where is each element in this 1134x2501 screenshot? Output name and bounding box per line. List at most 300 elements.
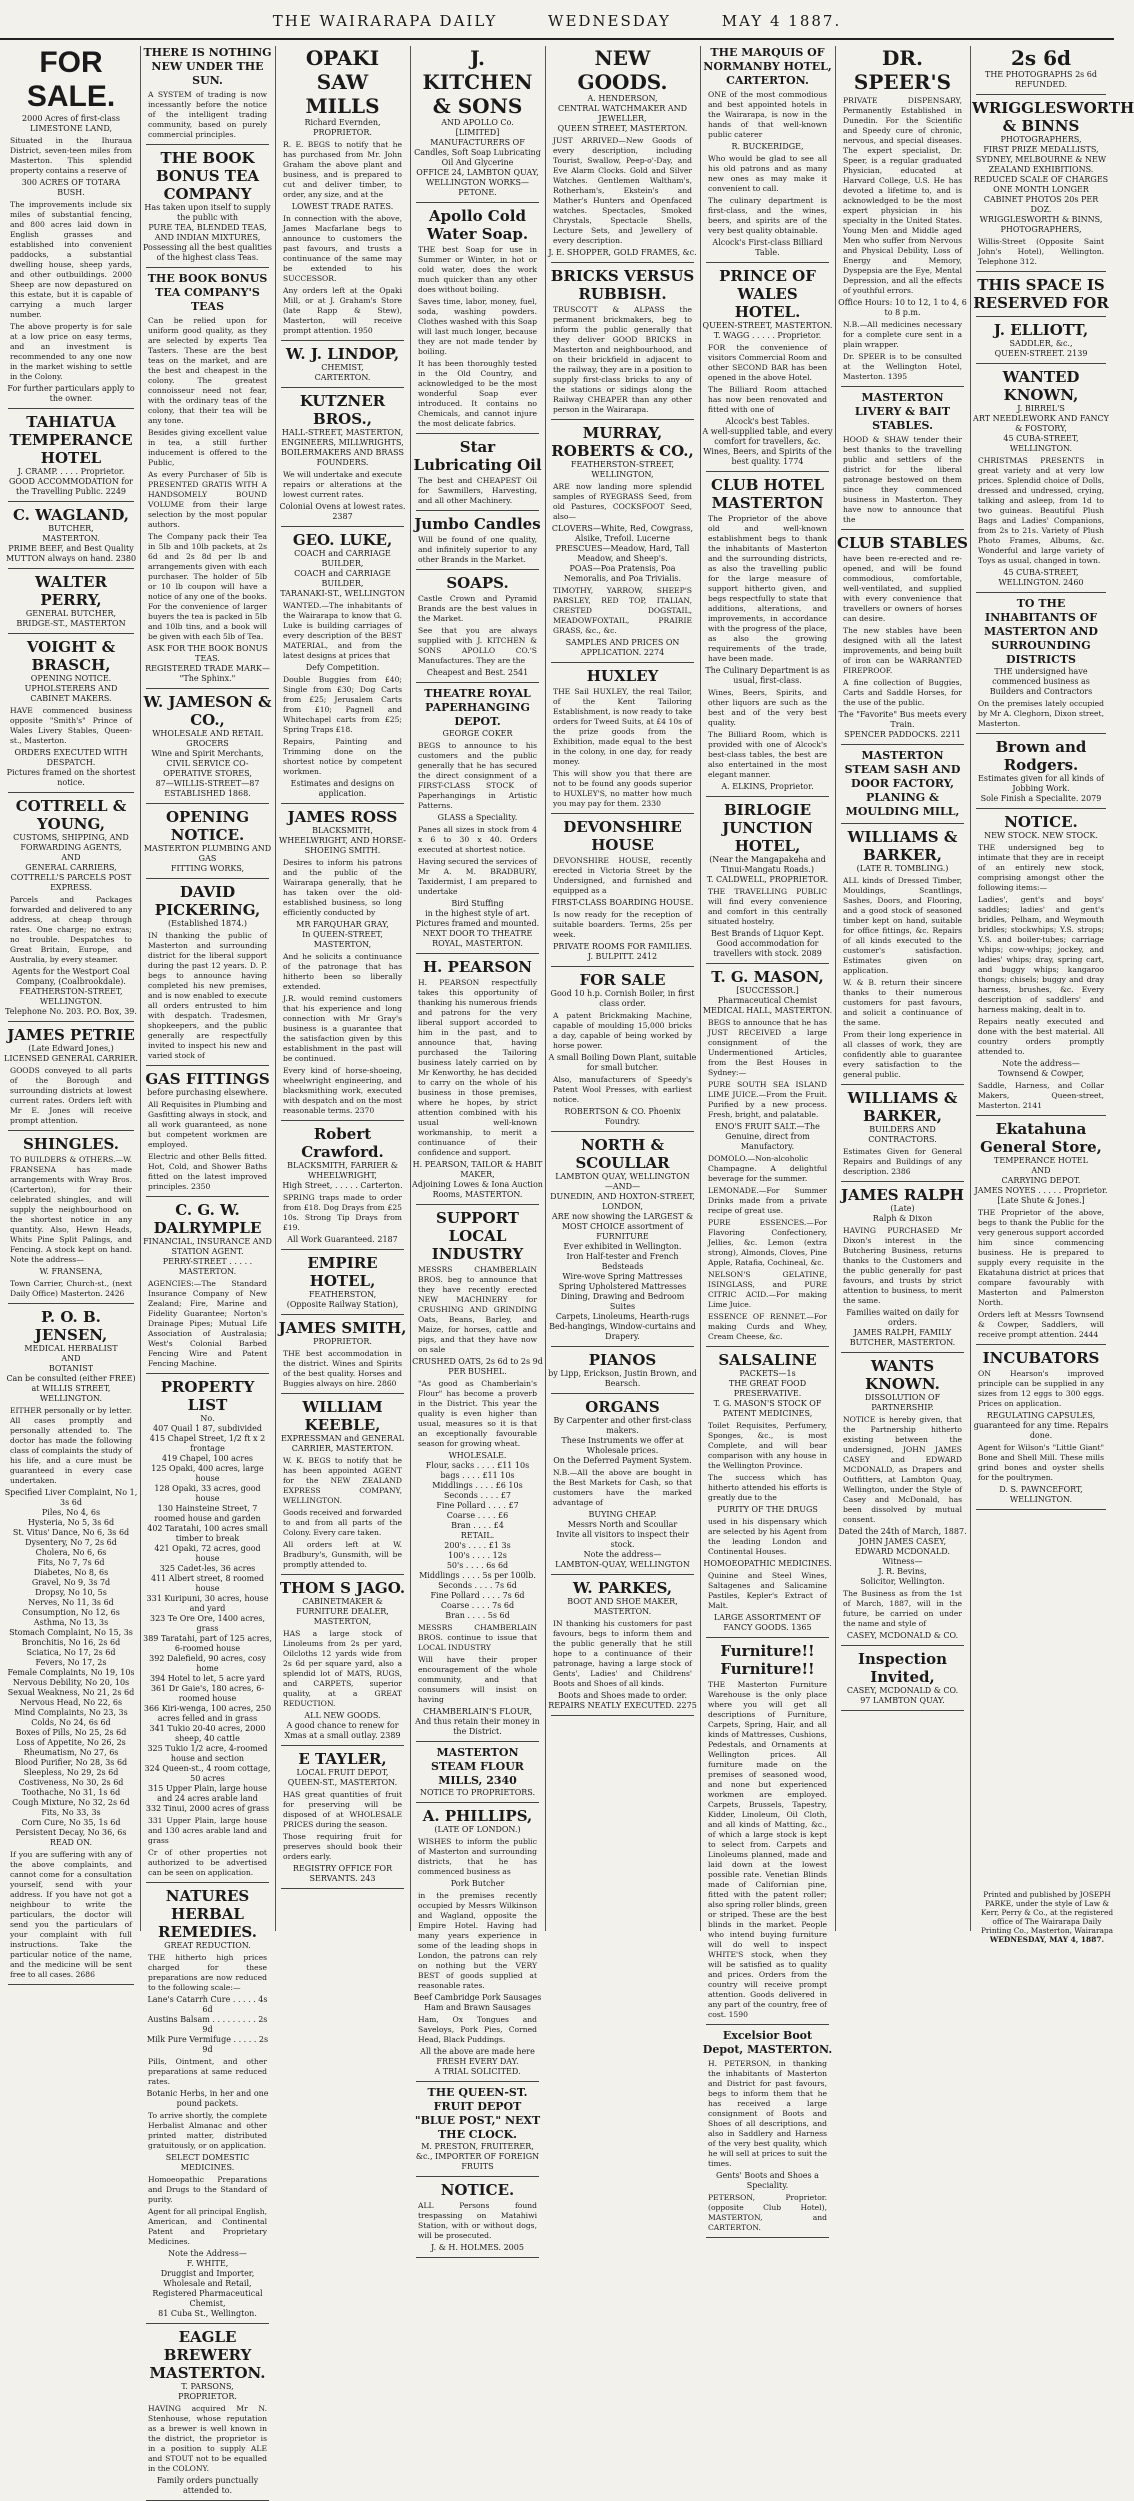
ad-text: DISSOLUTION OF PARTNERSHIP. xyxy=(864,1393,941,1412)
ad-text: BUTCHER, xyxy=(48,524,94,533)
column-4 xyxy=(412,46,543,2252)
ad-text: PURE ESSENCES.—For Flavoring Confectionery, Jellies, &c. Lemon (extra strong), Almonds, Cloves, Pine Apple, Ratafia, Cochineal, &c. xyxy=(708,1218,827,1267)
advertisement xyxy=(142,1201,273,1369)
ad-text: 45 CUBA-STREET, WELLINGTON. 2460 xyxy=(998,568,1084,587)
ad-text: Every kind of horse-shoeing, wheelwright engineering, and blacksmithing work, executed with despatch and on the most reasonable terms. 2370 xyxy=(283,1066,402,1115)
ad-text: Saddle, Harness, and Collar Makers, Queen-street, Masterton. 2141 xyxy=(978,1081,1104,1110)
ad-text: 125 Opaki, 400 acres, large house xyxy=(151,1464,264,1483)
ad-text: JOHN JAMES CASEY, xyxy=(858,1537,947,1546)
ad-text: Beef Cambridge Pork Sausages xyxy=(413,1993,542,2002)
ad-heading: W. PARKES, xyxy=(572,1579,673,1597)
ad-divider xyxy=(416,682,539,683)
ad-text: Coarse . . . . £6 xyxy=(446,1511,509,1520)
ad-text: Bed-hangings, Window-curtains and Drapery. xyxy=(549,1322,696,1341)
ad-text: HOOD & SHAW tender their best thanks to the travelling public and settlers of the district for the liberal patronage bestowed on them since they commenced business in Masterton. They have now to announce that the xyxy=(843,435,962,524)
ad-text: ESTABLISHED 1868. xyxy=(164,789,251,798)
advertisement xyxy=(702,46,833,258)
ad-text: HALL-STREET, MASTERTON, xyxy=(281,428,404,437)
ad-text: Austins Balsam . . . . . . . . . 2s 9d xyxy=(147,2015,268,2034)
ad-text: Orders left at Messrs Townsend & Cowper, Saddlers, will receive prompt attention. 2444 xyxy=(978,1310,1104,1339)
ad-text: By Carpenter and other first-class makers. xyxy=(553,1416,692,1435)
ad-text: From their long experience in all classes of work, they are confidently able to guarantee every satisfaction to the general public. xyxy=(843,1030,962,1079)
ad-divider xyxy=(416,2257,539,2258)
advertisement xyxy=(412,2181,543,2253)
ad-text: Candles, Soft Soap Lubricating Oil And Glycerine xyxy=(414,148,541,167)
ad-text: Colds, No 24, 6s 6d xyxy=(31,1718,111,1727)
ad-text: HAVING PURCHASED Mr Dixon's interest in the Butchering Business, returns thanks to the Customers and the public generally for past favours, and trusts by strict attention to business, to merit the same. xyxy=(843,1226,962,1305)
ad-heading: EAGLE BREWERY MASTERTON. xyxy=(149,2328,266,2382)
advertisement xyxy=(4,797,138,1017)
ad-text: N.B.—All the above are bought in the Best Markets for Cash, so that customers have the marked advantage of xyxy=(553,1468,692,1507)
ad-text: Gents' Boots and Shoes a Speciality. xyxy=(716,2171,819,2190)
ad-text: Seconds . . . . £7 xyxy=(444,1491,511,1500)
ad-text: THE best accommodation in the district. Wines and Spirits of the best quality. Horses and Buggies always on hire. 2860 xyxy=(283,1349,402,1388)
ad-divider xyxy=(281,1393,404,1394)
ad-text: The new stables have been designed with all the latest improvements, and being built of iron can be WARRANTED FIREPROOF. xyxy=(843,626,962,675)
ad-text: CRUSHED OATS, 2s 6d to 2s 9d PER BUSHEL. xyxy=(412,1357,543,1376)
ad-heading: JAMES SMITH, xyxy=(278,1319,407,1337)
ad-text: EDWARD MCDONALD. xyxy=(855,1547,950,1556)
ad-divider xyxy=(976,592,1106,593)
ad-text: 130 Hainsteine Street, 7 roomed house and garden xyxy=(154,1504,261,1523)
ad-heading: Brown and Rodgers. xyxy=(995,738,1087,774)
ad-text: TEMPERANCE HOTEL xyxy=(994,1156,1088,1165)
ad-text: EXPRESSMAN and GENERAL CARRIER, MASTERTON. xyxy=(281,1434,404,1453)
ad-text: THE Sail HUXLEY, the real Tailor, of the Kent Tailoring Establishment, is now ready to take orders for Tweed Suits, at £4 10s of the prize goods from the Exhibition, made equal to the best in the colony, in one day, for ready money. xyxy=(553,687,692,766)
ad-text: 315 Upper Plain, large house and 24 acres arable land xyxy=(148,1784,267,1803)
ad-text: Ham, Ox Tongues and Saveloys, Pork Pies, Corned Head, Black Puddings. xyxy=(418,2015,537,2044)
ad-text: 325 Cadet-les, 36 acres xyxy=(159,1564,256,1573)
ad-text: LAMBTON-QUAY, WELLINGTON xyxy=(555,1560,690,1569)
ad-heading: FOR SALE xyxy=(579,971,666,989)
ad-divider xyxy=(416,510,539,511)
ad-divider xyxy=(706,2237,829,2238)
ad-divider xyxy=(551,1393,694,1394)
ad-text: IN thanking his customers for past favours, begs to inform them and the public generally that he still hope to a continuance of their patronage, having a large stock of Gents', Ladies' and Childrens' Boots and Shoes of all kinds. xyxy=(553,1619,692,1688)
advertisement xyxy=(142,883,273,1061)
ad-text: Flour, sacks . . . . £11 10s xyxy=(425,1461,530,1470)
ad-text: GEORGE COKER xyxy=(442,729,513,738)
ad-divider xyxy=(416,2176,539,2177)
ad-divider xyxy=(146,1882,269,1883)
ad-text: THE best Soap for use in Summer or Winter, in hot or cold water, does the work much quicker than any other does without boiling. xyxy=(418,245,537,294)
ad-heading: COTTRELL & YOUNG, xyxy=(15,797,127,833)
ad-text: 361 Dr Gaie's, 180 acres, 6-roomed house xyxy=(150,1684,265,1703)
ad-text: Sleepless, No 29, 2s 6d xyxy=(23,1768,119,1777)
ad-text: [SUCCESSOR.] xyxy=(736,986,799,995)
advertisement xyxy=(412,574,543,678)
advertisement xyxy=(972,368,1110,588)
ad-heading: HUXLEY xyxy=(586,667,659,685)
ad-text: The best and CHEAPEST Oil for Sawmillers, Harvesting, and all other Machinery. xyxy=(418,476,537,505)
ad-text: BEGS to announce to his customers and the public generally that he has secured the direct consignment of a FIRST-CLASS STOCK of Paperhangings in Artistic Patterns. xyxy=(418,741,537,810)
ad-text: Those requiring fruit for preserves should book their orders early. xyxy=(283,1832,402,1861)
ad-text: Rheumatism, No 27, 6s xyxy=(23,1748,119,1757)
ad-text: Nervous Debility, No 20, 10s xyxy=(12,1678,130,1687)
ad-text: BEGS to announce that he has JUST RECEIVED a large consignment of the Undermentioned Articles, from the Best Houses in Sydney:— xyxy=(708,1018,827,1077)
ad-divider xyxy=(841,1084,964,1085)
ad-text: Ralph & Dixon xyxy=(872,1214,933,1223)
ad-text: Repairs, Painting and Trimming done on the shortest notice by competent workmen. xyxy=(283,737,402,776)
ad-text: (Late) xyxy=(890,1204,915,1213)
column-rule xyxy=(410,46,411,1931)
ad-text: (LATE R. TOMBLING.) xyxy=(856,864,949,873)
ad-heading: KUTZNER BROS., xyxy=(299,392,386,428)
ad-text: PERRY-STREET . . . . . MASTERTON. xyxy=(162,1257,253,1276)
ad-text: Dropsy, No 10, 5s xyxy=(35,1588,107,1597)
advertisement xyxy=(837,1186,968,1348)
ad-text: A patent Brickmaking Machine, capable of moulding 15,000 bricks a day, capable of being worked by horse power. xyxy=(553,1011,692,1050)
ad-text: Lane's Catarrh Cure . . . . . 4s 6d xyxy=(147,1995,268,2014)
ad-text: Botanic Herbs, in her and one pound packets. xyxy=(146,2089,269,2108)
ad-text: H. PEARSON respectfully takes this opportunity of thanking his numerous friends and patrons for the very liberal support accorded to him in the past, and to announce that, having purchased the Tailoring business lately carried on by Mr Kenworthy, he has decided to carry on the whole of his business in those premises, where he hopes, by strict attention combined with his usual well-known workmanship, to merit a continuance of their confidence and support. xyxy=(418,978,537,1157)
advertisement xyxy=(547,1351,698,1389)
ad-text: QUEEN STREET, MASTERTON. xyxy=(557,124,688,133)
ad-divider xyxy=(841,1352,964,1353)
ad-text: THE Masterton Furniture Warehouse is the only place where you will get all descriptions of Furniture, Carpets, Spring, Hair, and all kinds of Mattresses, Cushions, Pedestals, and Ornaments at Wellington prices. All furniture made on the premises of seasoned wood, and none but experienced workmen are employed. Carpets, Brussels, Tapestry, Kidder, Linoleum, Oil Cloth, and all kinds of Matting, &c., of which a large stock is kept to select from. Carpets and Linoleums planned, made and laid down at the lowest possible rate. Venetian Blinds made of Californian pine, fitted with the patent roller; also spring roller blinds, green or striped. These are the best blinds in the market. People who intend buying furniture will do well to inspect WHITE'S stock, when they will be satisfied as to quality and prices. Orders from the country will receive prompt attention. Goods delivered in any part of the country, free of cost. 1590 xyxy=(708,1680,827,2019)
ad-text: Situated in the Ihuraua District, seven-teen miles from Masterton. This splendid property contains a reserve of xyxy=(10,136,132,175)
ad-text: To arrive shortly, the complete Herbalist Almanac and other printed matter, distributed gratuitously, or on application. xyxy=(148,2111,267,2150)
ad-text: Messrs North and Scoullar xyxy=(567,1520,678,1529)
ad-text: QUEEN-STREET. 2139 xyxy=(994,349,1088,358)
ad-text: GOOD ACCOMMODATION for the Travelling Public. 2249 xyxy=(9,477,133,496)
ad-text: COACH and CARRIAGE BUILDER, xyxy=(294,549,391,568)
ad-divider xyxy=(146,878,269,879)
advertisement xyxy=(4,1308,138,1980)
ad-text: Specified Liver Complaint, No 1, 3s 6d xyxy=(4,1488,138,1507)
ad-text: MASTERTON, xyxy=(313,1617,372,1626)
ad-text: 100's . . . . 12s xyxy=(448,1551,507,1560)
ad-text: REPAIRS NEATLY EXECUTED. 2275 xyxy=(548,1701,697,1710)
ad-text: Pharmaceutical Chemist xyxy=(717,996,818,1005)
ad-text: These Instruments we offer at Wholesale prices. xyxy=(561,1436,684,1455)
ad-text: Pictures framed on the shortest notice. xyxy=(6,768,136,787)
advertisement xyxy=(277,1750,408,1884)
ad-text: We will undertake and execute repairs or alterations at the lowest current rates. xyxy=(283,470,402,499)
advertisement xyxy=(412,1746,543,1798)
advertisement xyxy=(547,46,698,258)
ad-heading: NOTICE. xyxy=(1004,813,1078,831)
ad-text: PRIME BEEF, and Best Quality MUTTON always on hand. 2380 xyxy=(5,544,137,563)
advertisement xyxy=(702,267,833,467)
advertisement xyxy=(277,1254,408,1310)
ad-text: Carpets, Linoleums, Hearth-rugs xyxy=(555,1312,690,1321)
ad-text: H. PETERSON, in thanking the inhabitants of Masterton and District for past favours, begs to inform them that he has received a large consignment of Boots and Shoes of all descriptions, and also in Saddlery and Harness of the very best quality, which he will sell at prices to suit the times. xyxy=(708,2059,827,2168)
ad-heading: 2s 6d xyxy=(1010,46,1072,70)
column-rule xyxy=(275,46,276,1931)
ad-text: Having secured the services of Mr A. M. BRADBURY, Taxidermist, I am prepared to undertake xyxy=(418,857,537,896)
ad-text: TO BUILDERS & OTHERS.—W. FRANSENA has made arrangements with Wray Bros. (Carterton), for their celebrated shingles, and will supply the neighbourhood on the shortest notice in any quantity. Also, Hewn Heads, Whits Pine Split Palings, and Fencing. A stock kept on hand. Note the address— xyxy=(10,1155,132,1264)
advertisement xyxy=(4,506,138,564)
ad-heading: ORGANS xyxy=(585,1398,660,1416)
ad-text: Builders and Contractors xyxy=(989,687,1093,696)
ad-text: MESSRS CHAMBERLAIN BROS. beg to announce that they have recently erected NEW MACHINERY for CRUSHING AND GRINDING Oats, Beans, Barley, and Maize, for horses, cattle and pigs, and that they have now on sale xyxy=(418,1265,537,1354)
ad-text: 2000 Acres of first-class xyxy=(22,114,120,123)
ad-text: H. PEARSON, TAILOR & HABIT MAKER, xyxy=(412,1160,543,1179)
ad-text: Female Complaints, No 19, 10s xyxy=(7,1668,135,1677)
ad-heading: Inspection Invited, xyxy=(857,1650,948,1686)
ad-divider xyxy=(8,1130,134,1131)
ad-text: REGISTERED TRADE MARK— xyxy=(145,664,270,673)
ad-heading: THE QUEEN-ST. FRUIT DEPOT "BLUE POST," NEXT THE CLOCK. xyxy=(414,2086,541,2141)
ad-divider xyxy=(551,1346,694,1347)
ad-divider xyxy=(551,813,694,814)
ad-text: 200's . . . . £1 3s xyxy=(444,1541,511,1550)
ad-text: Dr. SPEER is to be consulted at the Wellington Hotel, Masterton. 1395 xyxy=(843,352,962,381)
column-rule xyxy=(545,46,546,1931)
ad-heading: MASTERTON STEAM FLOUR MILLS, 2340 xyxy=(431,1746,524,1787)
ad-text: Townsend & Cowper, xyxy=(998,1069,1084,1078)
ad-text: ONE of the most commodious and best appointed hotels in the Wairarapa, is now in the hands of that well-known public caterer xyxy=(708,90,827,139)
ad-divider xyxy=(706,2024,829,2025)
ad-text: Also, manufacturers of Speedy's Patent Wool Presses, with earliest notice. xyxy=(553,1075,692,1104)
ad-text: ENO'S FRUIT SALT.—The Genuine, direct from Manufactory. xyxy=(715,1122,820,1151)
ad-text: Good 10 h.p. Cornish Boiler, in first class order. xyxy=(550,989,695,1008)
ad-divider xyxy=(8,1303,134,1304)
ad-text: Bran . . . . £4 xyxy=(451,1521,504,1530)
ad-text: Agents for the Westport Coal Company, (Coalbrookdale). xyxy=(12,967,130,986)
ad-text: ALL Persons found trespassing on Matahiwi Station, with or without dogs, will be prosecuted. xyxy=(418,2201,537,2240)
ad-text: PRIVATE ROOMS FOR FAMILIES. xyxy=(553,942,692,951)
ad-heading: Furniture!! Furniture!! xyxy=(720,1642,815,1678)
ad-text: Mind Complaints, No 23, 3s xyxy=(14,1708,128,1717)
ad-text: The success which has hitherto attended his efforts is greatly due to the xyxy=(708,1473,827,1502)
ad-text: QUEEN-STREET, MASTERTON. xyxy=(702,321,833,330)
ad-text: THE hitherto high prices charged for these preparations are now reduced to the following scale:— xyxy=(148,1953,267,1992)
ad-text: BUSH. xyxy=(57,188,85,197)
ad-text: D. S. PAWNCEFORT, WELLINGTON. xyxy=(999,1485,1083,1504)
ad-divider xyxy=(416,1802,539,1803)
ad-text: Boots and Shoes made to order. xyxy=(557,1691,688,1700)
ad-text: J.R. would remind customers that his experience and long connection with Mr Gray's business is a guarantee that the satisfaction given by this establishment in the past will be continued. xyxy=(283,994,402,1063)
ad-text: Will be found of one quality, and infinitely superior to any other Brands in the Market. xyxy=(418,535,537,564)
ad-text: AND xyxy=(61,853,81,862)
advertisement xyxy=(702,476,833,792)
ad-text: W. & B. return their sincere thanks to their numerous customers for past favours, and solicit a continuance of the same. xyxy=(843,978,962,1027)
ad-text: 411 Albert street, 8 roomed house xyxy=(150,1574,265,1593)
ad-text: CHEMIST, xyxy=(321,363,364,372)
ad-heading: Robert Crawford. xyxy=(301,1125,384,1161)
ad-text: A. ELKINS, Proprietor. xyxy=(721,782,814,791)
ad-text: DEVONSHIRE HOUSE, recently erected in Victoria Street by the Undersigned, and furnished and equipped as a xyxy=(553,856,692,895)
ad-divider xyxy=(281,803,404,804)
ad-divider xyxy=(416,1741,539,1742)
advertisement xyxy=(412,1209,543,1737)
ad-text: 341 Tukio 20-40 acres, 2000 sheep, 40 cattle xyxy=(149,1724,266,1743)
ad-divider xyxy=(976,94,1106,95)
ad-text: Families waited on daily for orders. xyxy=(846,1308,959,1327)
ad-text: Parcels and Packages forwarded and delivered to any address, at cheap through rates. One charge; no extras; no trouble. Despatches to Great Britain, Europe, and Australia, by every steamer. xyxy=(10,895,132,964)
issue-day: WEDNESDAY xyxy=(548,12,671,30)
ad-text: 87—WILLIS-STREET—87 xyxy=(155,779,260,788)
ad-text: in the premises recently occupied by Messrs Wilkinson and Wagland, opposite the Empire Hotel. Having had many years experience in some of the leading shops in London, the patrons can rely on nothing but the VERY BEST of goods supplied at reasonable rates. xyxy=(418,1891,537,1990)
ad-divider xyxy=(976,363,1106,364)
ad-divider xyxy=(146,1196,269,1197)
ad-heading: WILLIAM KEEBLE, xyxy=(302,1398,383,1434)
ad-text: ARE now showing the LARGEST & MOST CHOICE assortment of xyxy=(551,1212,694,1231)
ad-text: No. xyxy=(200,1414,215,1423)
ad-text: Invite all visitors to inspect their stock. xyxy=(556,1530,689,1549)
advertisement xyxy=(837,828,968,1080)
ad-text: Cough Mixture, No 32, 2s 6d xyxy=(12,1798,130,1807)
ad-text: Will have their proper encouragement of the whole community, and that consumers will insist on having xyxy=(418,1655,537,1704)
ad-heading: WANTS KNOWN. xyxy=(865,1357,940,1393)
advertisement xyxy=(142,149,273,263)
ad-text: AND APOLLO Co. xyxy=(441,118,514,127)
advertisement xyxy=(837,1089,968,1177)
ad-text: Piles, No 4, 6s xyxy=(41,1508,101,1517)
ad-heading: DAVID PICKERING, xyxy=(154,883,261,919)
ad-text: (Late Edward Jones,) xyxy=(28,1044,114,1053)
ad-text: Best Brands of Liquor Kept. xyxy=(711,929,824,938)
ad-text: Cr of other properties not authorized to be advertised can be seen on application. xyxy=(148,1848,267,1877)
imprint-line: Printed and published by JOSEPH PARKE, under the style of Law & Kerr, Perry & Co., at the registered office of The Wairarapa Daily Printing Co., Masterton, Wairarapa xyxy=(980,1890,1114,1935)
ad-text: The "Favorite" Bus meets every Train. xyxy=(838,710,967,729)
ad-text: Can be consulted (either FREE) at WILLIS STREET, WELLINGTON. xyxy=(6,1374,136,1403)
column-5 xyxy=(547,46,698,1931)
ad-text: Registered Pharmaceutical Chemist, xyxy=(152,2289,263,2308)
ad-text: Cheapest and Best. 2541 xyxy=(426,668,529,677)
ad-text: 331 Upper Plain, large house and 130 acres arable land and grass xyxy=(148,1816,267,1845)
ad-divider xyxy=(416,2081,539,2082)
ad-heading: WANTED KNOWN, xyxy=(1002,368,1080,404)
ad-text: before purchasing elsewhere. xyxy=(147,1088,268,1097)
ad-text: As every Purchaser of 5lb is PRESENTED GRATIS WITH A HANDSOMELY BOUND VOLUME from their large selection by the most popular authors. xyxy=(148,470,267,529)
ad-heading: SHINGLES. xyxy=(22,1135,120,1153)
ad-text: Spring Upholstered Mattresses xyxy=(558,1282,687,1291)
ad-text: The improvements include six miles of substantial fencing, and 800 acres laid down in English grasses and established into convenient paddocks, a substantial dwelling house, sheep yards, and other outbuildings. 2000 Sheep are now depastured on this estate, but it is capable of carrying a much larger number. xyxy=(10,200,132,319)
ad-heading: SALSALINE xyxy=(718,1351,817,1369)
ad-text: 392 Dalefield, 90 acres, cosy home xyxy=(149,1654,266,1673)
ad-text: NOTICE is hereby given, that the Partnership hitherto existing between the undersigned, JOHN JAMES CASEY and EDWARD MCDONALD, as Drapers and Outfitters, at Lambton Quay, Wellington, under the Style of Casey and McDonald, has been dissolved by mutual consent. xyxy=(843,1415,962,1524)
ad-text: Middlings . . . . 5s per 100lb. xyxy=(419,1571,536,1580)
ad-text: ESSENCE OF RENNET.—For making Curds and Whey, Cream Cheese, &c. xyxy=(708,1312,827,1341)
masthead xyxy=(0,4,1114,40)
ad-text: Wine and Spirit Merchants, xyxy=(151,749,264,758)
advertisement xyxy=(972,1120,1110,1340)
advertisement xyxy=(702,2029,833,2233)
ad-text: The Billiard Room, which is provided with one of Alcock's best-class tables, the best are also entertained in the most elegant manner. xyxy=(708,730,827,779)
ad-text: See that you are always supplied with J. KITCHEN & SONS APOLLO CO.'S Manufactures. They are the xyxy=(418,626,537,665)
issue-date: MAY 4 1887. xyxy=(721,12,842,30)
ad-text: ONE MONTH LONGER xyxy=(993,185,1089,194)
ad-heading: J. KITCHEN & SONS xyxy=(422,46,533,118)
advertisement xyxy=(4,573,138,629)
ad-text: FIRST PRIZE MEDALLISTS, xyxy=(983,145,1099,154)
ad-text: Fine Pollard . . . . 7s 6d xyxy=(430,1591,525,1600)
ad-text: Estimates Given for General Repairs and Buildings of any description. 2386 xyxy=(843,1147,962,1176)
advertisement xyxy=(702,1642,833,2020)
ad-divider xyxy=(146,267,269,268)
ad-text: Besides giving excellent value in tea, a still further inducement is offered to the Public, xyxy=(148,428,267,467)
advertisement xyxy=(547,971,698,1127)
ad-text: Panes all sizes in stock from 4 x 6 to 30 x 40. Orders executed at shortest notice. xyxy=(418,825,537,854)
ad-text: All the above are made here FRESH EVERY DAY. xyxy=(420,2047,535,2066)
ad-text: Is now ready for the reception of suitable boarders. Terms, 25s per week. xyxy=(553,910,692,939)
ad-heading: DR. SPEER'S xyxy=(853,46,952,94)
ad-text: MR FARQUHAR GRAY, xyxy=(296,920,389,929)
column-rule xyxy=(700,46,701,1931)
ad-heading: P. O. B. JENSEN, xyxy=(34,1308,108,1344)
ad-text: 128 Opaki, 33 acres, good house xyxy=(154,1484,261,1503)
advertisement xyxy=(142,693,273,799)
advertisement xyxy=(972,738,1110,804)
ad-text: PURITY OF THE DRUGS xyxy=(717,1505,818,1514)
ad-heading: E TAYLER, xyxy=(298,1750,387,1768)
ad-text: DOMOLO.—Non-alcoholic Champagne. A delightful beverage for the summer. xyxy=(708,1154,827,1183)
ad-text: Castle Crown and Pyramid Brands are the best values in the Market. xyxy=(418,594,537,623)
ad-text: On the Deferred Payment System. xyxy=(553,1456,692,1465)
ad-text: Any orders left at the Opaki Mill, or at J. Graham's Store (late Rapp & Stew), Masterton, will receive prompt attention. 1950 xyxy=(283,286,402,335)
advertisement xyxy=(412,207,543,429)
ad-divider xyxy=(146,1065,269,1066)
column-6 xyxy=(702,46,833,2232)
paper-title: THE WAIRARAPA DAILY xyxy=(272,12,498,30)
ad-text: DUNEDIN, AND HOXTON-STREET, LONDON, xyxy=(550,1192,695,1211)
ad-text: OPENING NOTICE. xyxy=(30,674,112,683)
ad-text: All orders left at W. Bradbury's, Gunsmith, will be promptly attended to. xyxy=(283,1540,402,1569)
advertisement xyxy=(4,413,138,497)
ad-text: MASTERTON. xyxy=(42,534,100,543)
ad-text: LICENSED GENERAL CARRIER. xyxy=(4,1054,138,1063)
ad-divider xyxy=(8,408,134,409)
ad-divider xyxy=(976,1344,1106,1345)
ad-text: T. CALDWELL, PROPRIETOR. xyxy=(706,875,829,884)
ad-text: 394 Hotel to let, 5 acre yard xyxy=(149,1674,266,1683)
ad-text: HAVING acquired Mr N. Stenhouse, whose reputation as a brewer is well known in the district, the proprietor is in a position to supply ALE and STOUT not to be equalled in the COLONY. xyxy=(148,2404,267,2473)
ad-text: REGULATING CAPSULES, guaranteed for any time. Repairs done. xyxy=(973,1411,1109,1440)
ad-heading: THEATRE ROYAL PAPERHANGING DEPOT. xyxy=(424,687,531,728)
ad-text: The Company pack their Tea in 5lb and 10lb packets, at 2s 6d and 2s 8d per lb and arrangements given with each purchaser. The holder of 5lb or 10 lb coupon will have a notice of any one of the books. For the convenience of larger buyers the tea is packed in 5lb and 10lb tins, and a book will be given with each 5lb of Tea. xyxy=(148,532,267,641)
ad-text: ALL kinds of Dressed Timber, Mouldings, Scantlings, Sashes, Doors, and Flooring, and a good stock of seasoned timber kept on hand, suitable for office fittings, &c. Repairs of all kinds executed to the customer's satisfaction. Estimates given on application. xyxy=(843,876,962,975)
advertisement xyxy=(702,801,833,959)
ad-divider xyxy=(8,568,134,569)
ad-text: THE undersigned have commenced business as xyxy=(992,667,1090,686)
ad-text: CARRYING DEPOT. xyxy=(1001,1176,1081,1185)
ad-text: ENGINEERS, MILLWRIGHTS, BOILERMAKERS AND BRASS FOUNDERS. xyxy=(281,438,404,467)
column-rule xyxy=(970,46,971,1931)
column-rule xyxy=(140,46,141,1931)
ad-text: Coarse . . . . 7s 6d xyxy=(440,1601,515,1610)
ad-text: WHOLESALE. xyxy=(448,1451,507,1460)
ad-text: FURNITURE xyxy=(596,1232,649,1241)
ad-text: Pills, Ointment, and other preparations at same reduced rates. xyxy=(148,2057,267,2086)
advertisement xyxy=(412,438,543,506)
ad-text: Goods received and forwarded to and from all parts of the Colony. Every care taken. xyxy=(283,1508,402,1537)
advertisement xyxy=(547,424,698,658)
ad-text: And he solicits a continuance of the patronage that has hitherto been so liberally extended. xyxy=(283,952,402,991)
ad-divider xyxy=(706,796,829,797)
ad-text: —AND— xyxy=(604,1182,641,1191)
ad-text: LEMONADE.—For Summer Drinks made from a private recipe of great use. xyxy=(708,1186,827,1215)
ad-text: Alcock's First-class Billiard Table. xyxy=(712,238,823,257)
ad-text: AGENCIES:—The Standard Insurance Company of New Zealand; Fire, Marine and Fidelity Guarantee; Norton's Drainage Pipes; Mutual Life Association of Australasia; West's Colonial Barbed Fencing Wire and Patent Fencing Machine. xyxy=(148,1279,267,1368)
ad-text: Dated the 24th of March, 1887. xyxy=(838,1527,967,1536)
ad-divider xyxy=(8,1021,134,1022)
ad-text: T. PARSONS, xyxy=(181,2382,234,2391)
ad-text: 415 Chapel Street, 1/2 ft x 2 frontage xyxy=(149,1434,266,1453)
ad-divider xyxy=(551,966,694,967)
ad-text: CASEY, MCDONALD & CO. xyxy=(846,1686,959,1695)
advertisement xyxy=(4,1135,138,1299)
ad-text: Willis-Street (Opposite Saint John's Hotel), Wellington. Telephone 312. xyxy=(978,237,1104,266)
ad-text: GREAT REDUCTION. xyxy=(164,1941,251,1950)
ad-text: Quinine and Steel Wines, Saltagenes and Salicamine Pastiles, Kepler's Extract of Malt. xyxy=(708,1571,827,1610)
ad-text: Middlings . . . . £6 10s xyxy=(432,1481,523,1490)
ad-text: FITTING WORKS, xyxy=(170,864,245,873)
advertisement xyxy=(972,597,1110,729)
ad-text: Bird Stuffing xyxy=(451,899,504,908)
